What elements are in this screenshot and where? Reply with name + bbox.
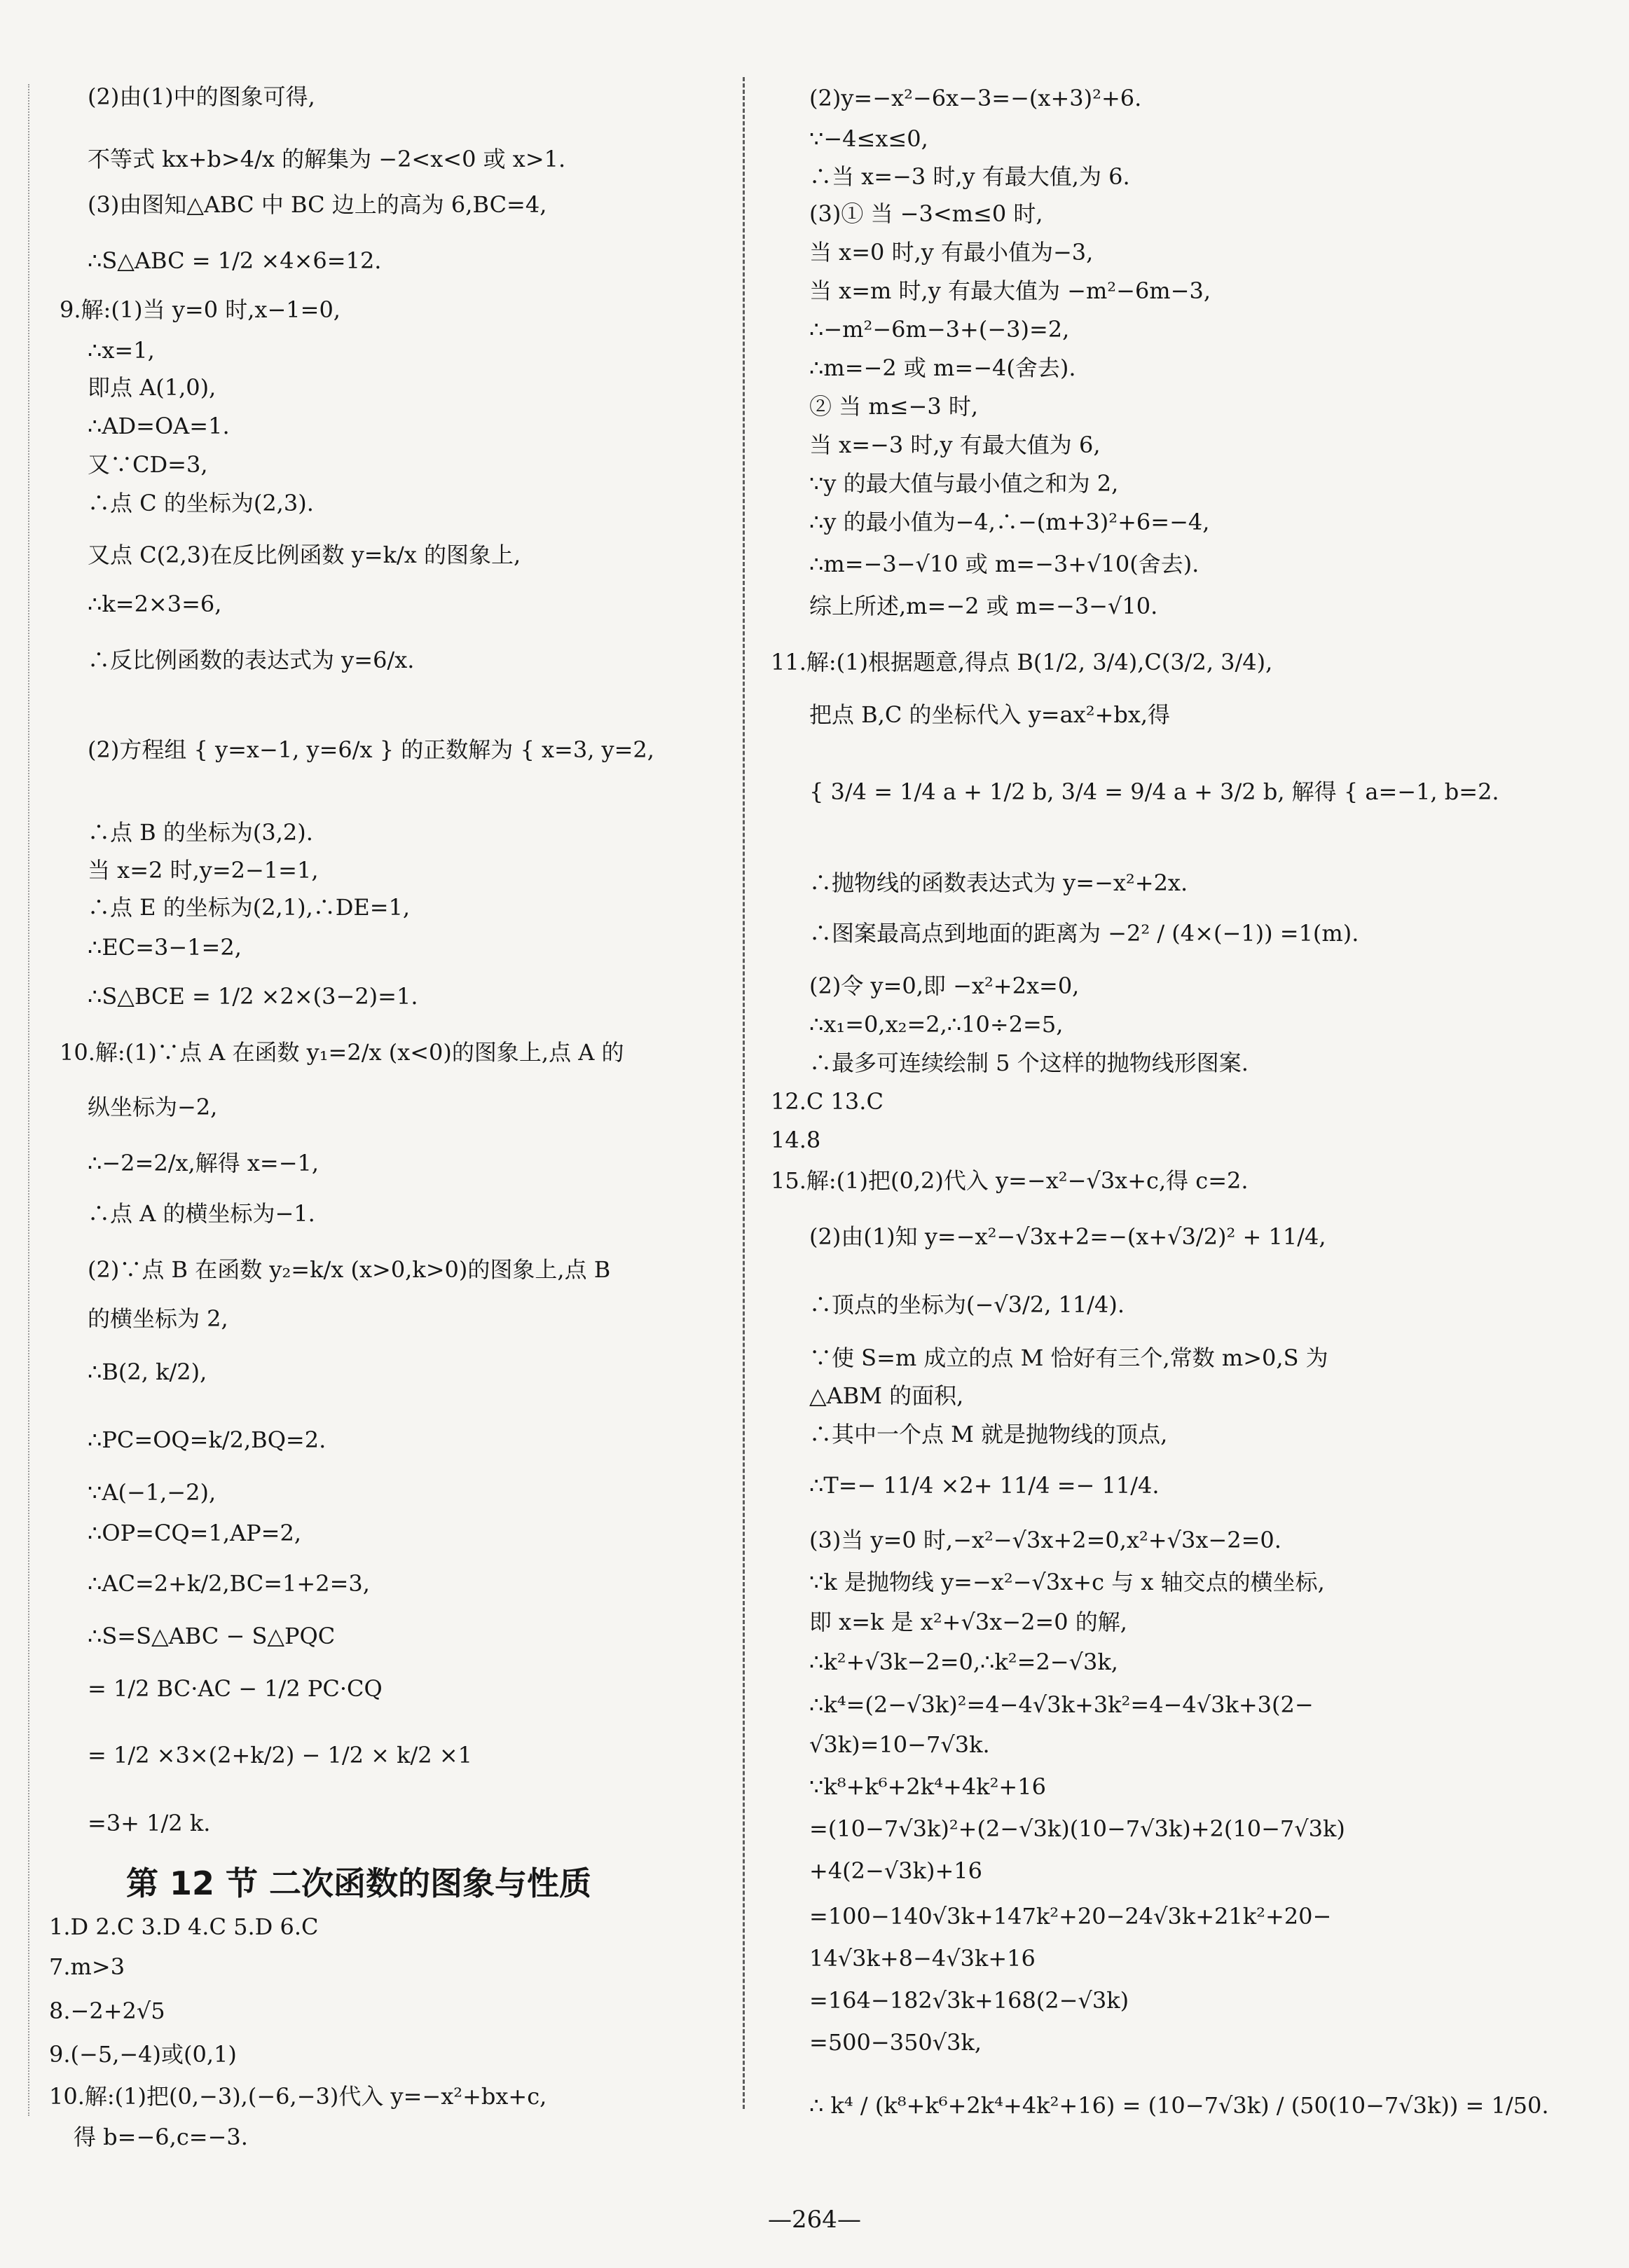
right-column-line: 即 x=k 是 x²+√3x−2=0 的解, <box>809 1609 1127 1635</box>
right-column-line: ∴−m²−6m−3+(−3)=2, <box>809 316 1070 343</box>
left-column-line: 9.解:(1)当 y=0 时,x−1=0, <box>60 296 341 323</box>
right-column-line: =100−140√3k+147k²+20−24√3k+21k²+20− <box>809 1903 1332 1930</box>
left-column-line: 9.(−5,−4)或(0,1) <box>49 2041 237 2068</box>
left-column-line: (2)∵点 B 在函数 y₂=k/x (x>0,k>0)的图象上,点 B <box>88 1256 611 1283</box>
left-column-line: ∴反比例函数的表达式为 y=6/x. <box>88 647 415 673</box>
right-column-line: √3k)=10−7√3k. <box>809 1731 990 1758</box>
right-column-line: (2)y=−x²−6x−3=−(x+3)²+6. <box>809 85 1142 111</box>
left-column-line: 7.m>3 <box>49 1953 125 1980</box>
right-column-line: ∵使 S=m 成立的点 M 恰好有三个,常数 m>0,S 为 <box>809 1345 1328 1371</box>
right-column-line: =(10−7√3k)²+(2−√3k)(10−7√3k)+2(10−7√3k) <box>809 1815 1345 1842</box>
right-column-line: { 3/4 = 1/4 a + 1/2 b, 3/4 = 9/4 a + 3/2 b, 解得 { a=−1, b=2. <box>809 778 1499 805</box>
right-column-line: 14√3k+8−4√3k+16 <box>809 1945 1036 1972</box>
left-column-line: ∴点 B 的坐标为(3,2). <box>88 819 313 846</box>
section-heading: 第 12 节 二次函数的图象与性质 <box>126 1864 592 1902</box>
right-column-line: ∴图案最高点到地面的距离为 −2² / (4×(−1)) =1(m). <box>809 920 1359 947</box>
left-column-line: =3+ 1/2 k. <box>88 1810 211 1836</box>
left-margin-rule <box>28 84 29 2116</box>
left-column-line: ∴点 A 的横坐标为−1. <box>88 1200 315 1227</box>
left-column-line: 又∵CD=3, <box>88 451 208 478</box>
right-column-line: 15.解:(1)把(0,2)代入 y=−x²−√3x+c,得 c=2. <box>771 1167 1249 1194</box>
left-column-line: 10.解:(1)把(0,−3),(−6,−3)代入 y=−x²+bx+c, <box>49 2083 547 2110</box>
left-column-line: 1.D 2.C 3.D 4.C 5.D 6.C <box>49 1913 319 1940</box>
right-column-line: ∴k⁴=(2−√3k)²=4−4√3k+3k²=4−4√3k+3(2− <box>809 1691 1314 1718</box>
right-column-line: (3)① 当 −3<m≤0 时, <box>809 200 1043 227</box>
left-column-line: = 1/2 ×3×(2+k/2) − 1/2 × k/2 ×1 <box>88 1742 472 1768</box>
right-column-line: ∵−4≤x≤0, <box>809 125 928 152</box>
left-column-line: = 1/2 BC·AC − 1/2 PC·CQ <box>88 1675 383 1702</box>
right-column-line: ② 当 m≤−3 时, <box>809 393 979 420</box>
left-column-line: 得 b=−6,c=−3. <box>74 2124 248 2150</box>
left-column-line: (2)由(1)中的图象可得, <box>88 83 315 110</box>
right-column-line: ∴ k⁴ / (k⁸+k⁶+2k⁴+4k²+16) = (10−7√3k) / (50(10−7√3k)) = 1/50. <box>809 2092 1549 2119</box>
left-column-line: ∴−2=2/x,解得 x=−1, <box>88 1150 319 1176</box>
right-column-line: 把点 B,C 的坐标代入 y=ax²+bx,得 <box>809 701 1171 728</box>
left-column-line: 10.解:(1)∵点 A 在函数 y₁=2/x (x<0)的图象上,点 A 的 <box>60 1039 624 1066</box>
right-column-line: 12.C 13.C <box>771 1088 884 1115</box>
right-column-line: △ABM 的面积, <box>809 1382 964 1409</box>
right-column-line: 当 x=−3 时,y 有最大值为 6, <box>809 432 1101 458</box>
left-column-line: 纵坐标为−2, <box>88 1094 218 1120</box>
right-column-line: =500−350√3k, <box>809 2029 982 2056</box>
left-column-line: ∵A(−1,−2), <box>88 1479 216 1506</box>
left-column-line: ∴S=S△ABC − S△PQC <box>88 1623 336 1649</box>
column-divider <box>743 77 745 2109</box>
right-column-line: ∵k 是抛物线 y=−x²−√3x+c 与 x 轴交点的横坐标, <box>809 1569 1325 1595</box>
right-column-line: ∴m=−3−√10 或 m=−3+√10(舍去). <box>809 551 1200 577</box>
page-number: —264— <box>768 2206 861 2234</box>
right-column-line: +4(2−√3k)+16 <box>809 1857 982 1884</box>
right-column-line: ∴顶点的坐标为(−√3/2, 11/4). <box>809 1291 1125 1318</box>
right-column-line: ∴抛物线的函数表达式为 y=−x²+2x. <box>809 870 1188 896</box>
left-column-line: ∴S△ABC = 1/2 ×4×6=12. <box>88 247 382 274</box>
left-column-line: ∴点 C 的坐标为(2,3). <box>88 490 314 516</box>
right-column-line: 14.8 <box>771 1127 821 1153</box>
left-column-line: 的横坐标为 2, <box>88 1305 228 1332</box>
right-column-line: 当 x=m 时,y 有最大值为 −m²−6m−3, <box>809 277 1211 304</box>
right-column-line: ∴m=−2 或 m=−4(舍去). <box>809 355 1076 381</box>
right-column-line: (2)由(1)知 y=−x²−√3x+2=−(x+√3/2)² + 11/4, <box>809 1223 1326 1250</box>
right-column-line: ∵k⁸+k⁶+2k⁴+4k²+16 <box>809 1773 1046 1800</box>
right-column-line: ∴x₁=0,x₂=2,∴10÷2=5, <box>809 1011 1064 1038</box>
right-column-line: 11.解:(1)根据题意,得点 B(1/2, 3/4),C(3/2, 3/4), <box>771 649 1273 675</box>
right-column-line: ∵y 的最大值与最小值之和为 2, <box>809 470 1119 497</box>
left-column-line: ∴EC=3−1=2, <box>88 934 242 961</box>
left-column-line: (3)由图知△ABC 中 BC 边上的高为 6,BC=4, <box>88 191 547 218</box>
left-column-line: ∴x=1, <box>88 337 155 364</box>
left-column-line: ∴AD=OA=1. <box>88 413 230 439</box>
right-column-line: 综上所述,m=−2 或 m=−3−√10. <box>809 593 1158 619</box>
left-column-line: ∴k=2×3=6, <box>88 591 222 617</box>
left-column-line: ∴B(2, k/2), <box>88 1359 207 1385</box>
right-column-line: ∴其中一个点 M 就是抛物线的顶点, <box>809 1421 1168 1448</box>
right-column-line: =164−182√3k+168(2−√3k) <box>809 1987 1129 2014</box>
left-column-line: ∴PC=OQ=k/2,BQ=2. <box>88 1427 327 1453</box>
left-column-line: ∴点 E 的坐标为(2,1),∴DE=1, <box>88 894 411 921</box>
left-column-line: 不等式 kx+b>4/x 的解集为 −2<x<0 或 x>1. <box>88 146 566 172</box>
left-column-line: 当 x=2 时,y=2−1=1, <box>88 857 319 884</box>
left-column-line: (2)方程组 { y=x−1, y=6/x } 的正数解为 { x=3, y=2, <box>88 736 654 763</box>
right-column-line: (2)令 y=0,即 −x²+2x=0, <box>809 973 1080 999</box>
right-column-line: ∴最多可连续绘制 5 个这样的抛物线形图案. <box>809 1050 1249 1076</box>
left-column-line: ∴OP=CQ=1,AP=2, <box>88 1520 301 1546</box>
right-column-line: ∴当 x=−3 时,y 有最大值,为 6. <box>809 163 1130 190</box>
left-column-line: 又点 C(2,3)在反比例函数 y=k/x 的图象上, <box>88 542 521 568</box>
left-column-line: ∴S△BCE = 1/2 ×2×(3−2)=1. <box>88 983 418 1010</box>
right-column-line: 当 x=0 时,y 有最小值为−3, <box>809 239 1094 266</box>
left-column-line: ∴AC=2+k/2,BC=1+2=3, <box>88 1570 370 1597</box>
right-column-line: ∴k²+√3k−2=0,∴k²=2−√3k, <box>809 1649 1118 1675</box>
right-column-line: (3)当 y=0 时,−x²−√3x+2=0,x²+√3x−2=0. <box>809 1527 1281 1553</box>
right-column-line: ∴y 的最小值为−4,∴−(m+3)²+6=−4, <box>809 509 1210 535</box>
right-column-line: ∴T=− 11/4 ×2+ 11/4 =− 11/4. <box>809 1472 1160 1499</box>
left-column-line: 即点 A(1,0), <box>88 374 216 401</box>
left-column-line: 8.−2+2√5 <box>49 1998 165 2024</box>
